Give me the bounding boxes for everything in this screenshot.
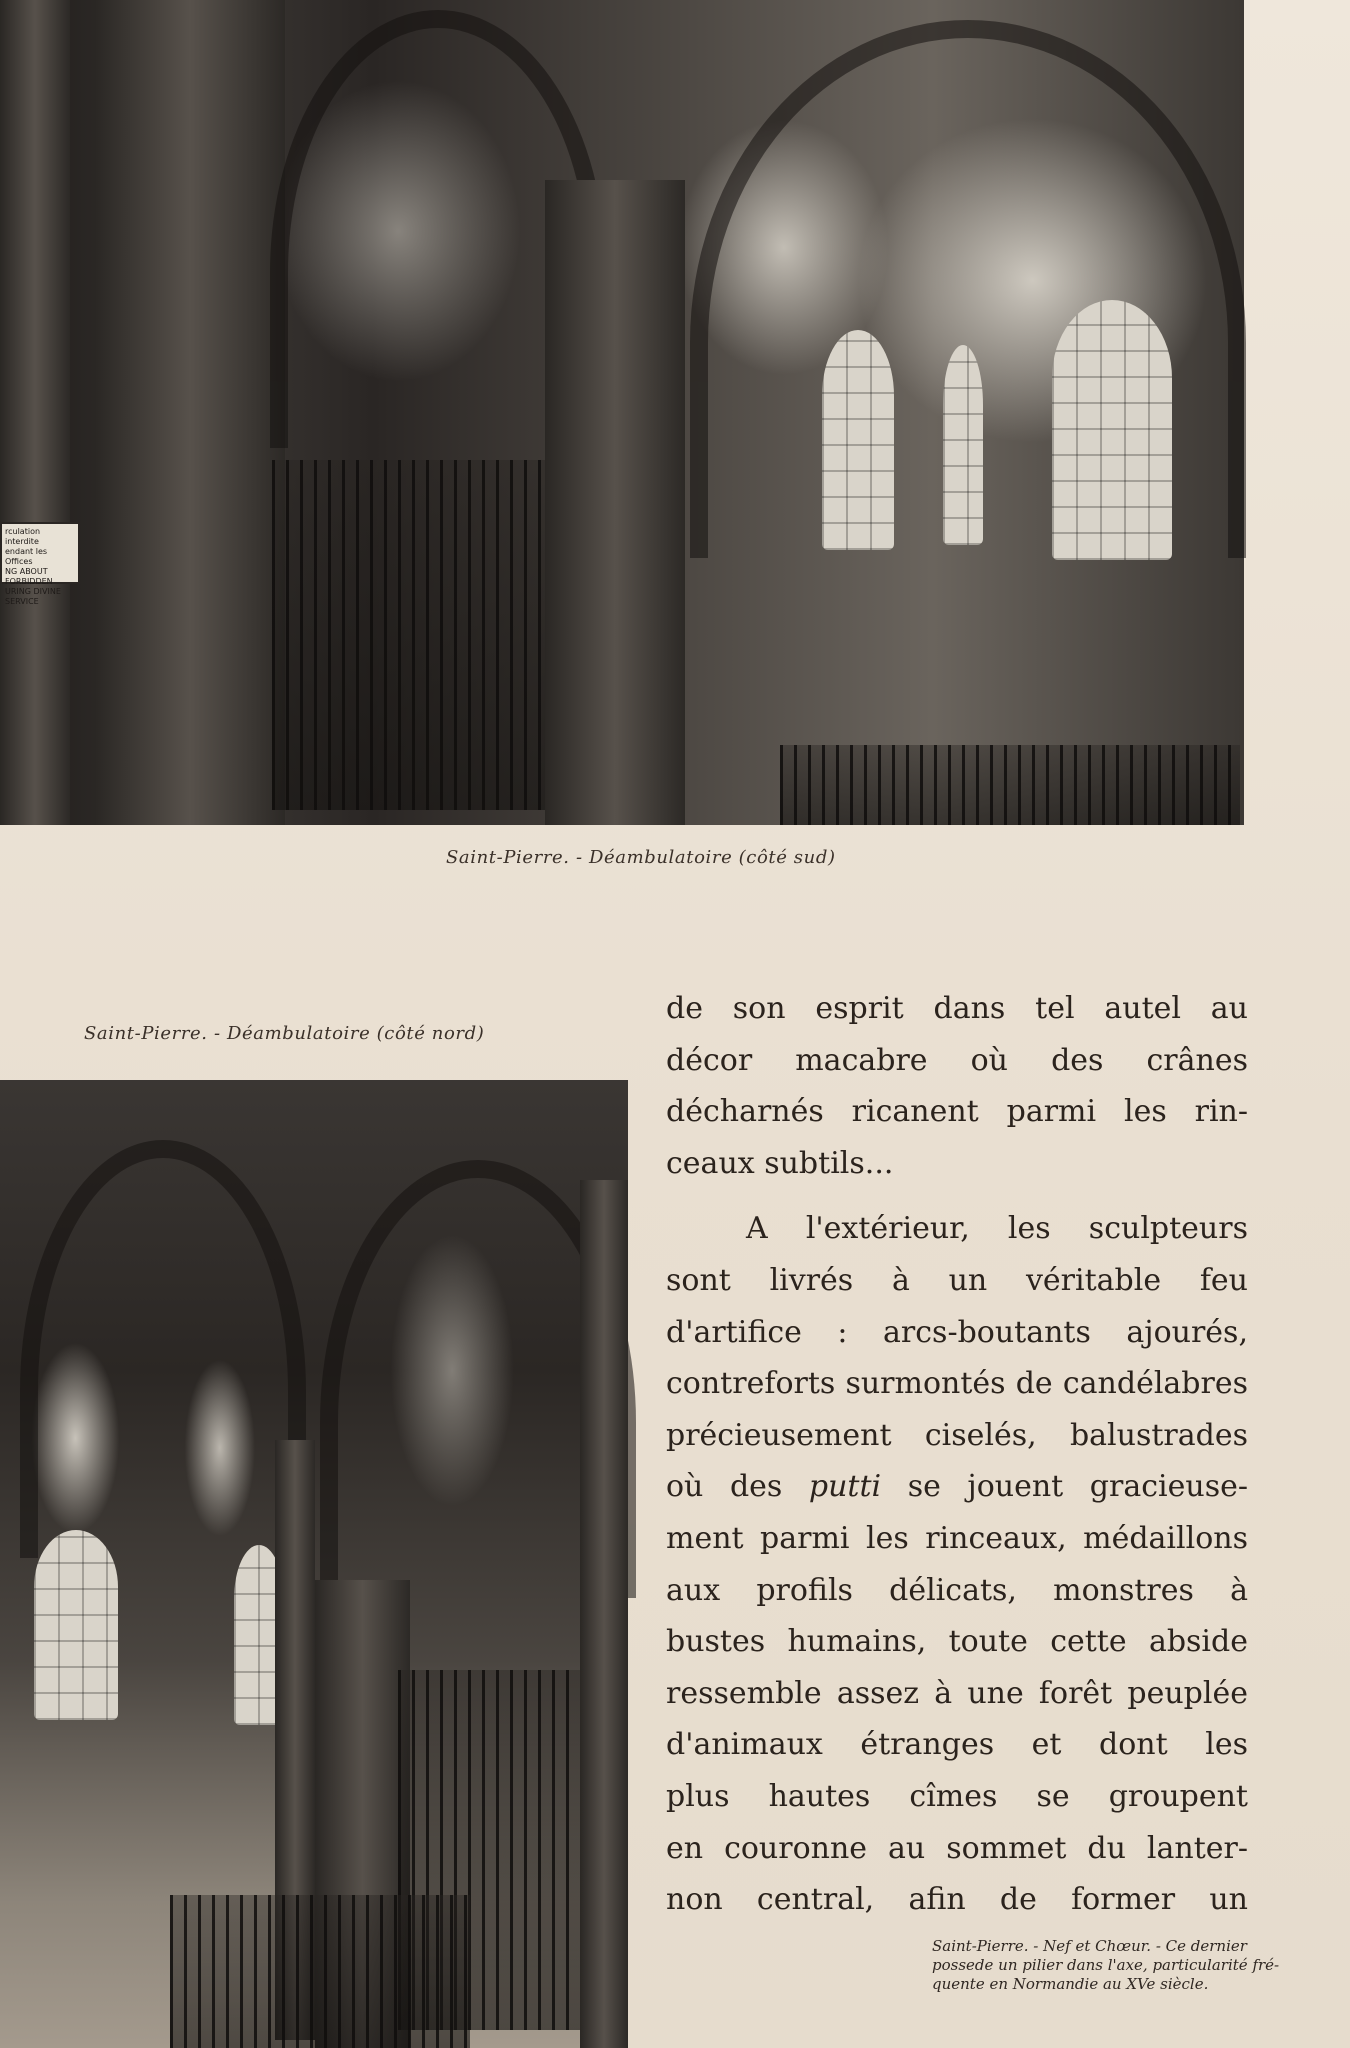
sign-line: URING DIVINE SERVICE <box>5 587 61 606</box>
sign-line: rculation interdite <box>5 527 41 546</box>
text-line: ceaux subtils... <box>666 1145 894 1181</box>
text-line: non central, afin de former un <box>666 1882 1248 1918</box>
text-line: décor macabre où des crânes <box>666 1042 1248 1078</box>
chapel-window <box>34 1530 118 1720</box>
text-line: de son esprit dans tel autel au <box>666 991 1248 1026</box>
text-line: d'animaux étranges et dont les <box>666 1727 1248 1763</box>
text-line: précieusement ciselés, balustrades <box>666 1417 1248 1453</box>
sign-line: endant les Offices <box>5 547 48 566</box>
chapel-window <box>1052 300 1172 560</box>
caption-bottom-photo: Saint-Pierre. - Déambulatoire (côté nord) <box>84 1023 485 1044</box>
text-line: où des putti se jouent gracieuse- <box>666 1469 1248 1505</box>
chapel-window <box>822 330 894 550</box>
text-line: A l'extérieur, les sculpteurs <box>746 1211 1248 1247</box>
balustrade <box>780 745 1240 825</box>
paragraph-1 <box>666 983 1248 1189</box>
text-line: d'artifice : arcs-boutants ajourés, <box>666 1314 1248 1350</box>
caption-top-photo: Saint-Pierre. - Déambulatoire (côté sud) <box>446 847 836 868</box>
text-line: ment parmi les rinceaux, médaillons <box>666 1520 1248 1556</box>
text-line: en couronne au sommet du lanter- <box>666 1830 1248 1866</box>
photo-ambulatory-north <box>0 1080 628 2048</box>
paragraph-2 <box>666 1203 1248 1925</box>
caption-line: quente en Normandie au XVe siècle. <box>932 1975 1209 1993</box>
chapel-window <box>943 345 983 545</box>
text-line: décharnés ricanent parmi les rin- <box>666 1094 1248 1130</box>
pillar <box>580 1180 628 2048</box>
body-text <box>666 983 1248 1926</box>
caption-line: Saint-Pierre. - Nef et Chœur. - Ce dernier <box>932 1937 1247 1955</box>
notice-sign <box>0 522 80 606</box>
pillar <box>545 180 685 825</box>
text-line: sont livrés à un véritable feu <box>666 1262 1248 1298</box>
photo-ambulatory-south <box>0 0 1244 825</box>
text-line: bustes humains, toute cette abside <box>666 1624 1248 1660</box>
sign-line: NG ABOUT FORBIDDEN <box>5 567 53 586</box>
pillar <box>95 0 285 825</box>
gothic-arch <box>20 1140 306 1558</box>
text-line: aux profils délicats, monstres à <box>666 1572 1248 1608</box>
text-line: plus hautes cîmes se groupent <box>666 1778 1248 1814</box>
caption-line: possede un pilier dans l'axe, particularité fré- <box>932 1956 1280 1974</box>
text-line: contreforts surmontés de candélabres <box>666 1366 1248 1402</box>
caption-nave-choir <box>932 1937 1292 1994</box>
text-line: ressemble assez à une forêt peuplée <box>666 1675 1248 1711</box>
choir-grille <box>272 460 562 810</box>
wooden-pews <box>170 1895 470 2048</box>
pillar <box>0 0 70 825</box>
